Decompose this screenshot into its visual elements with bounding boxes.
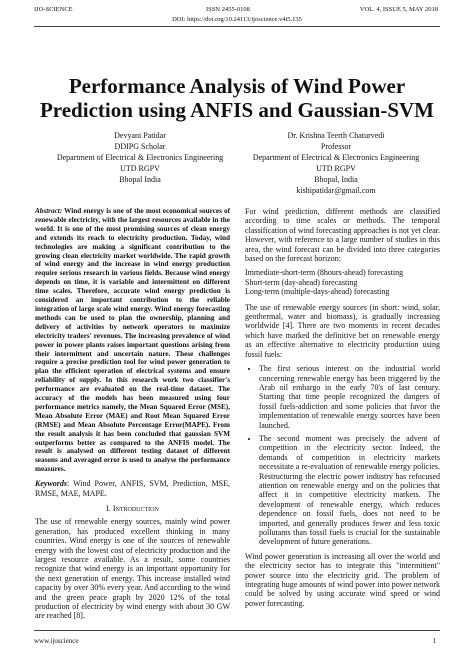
section-number: I. bbox=[106, 504, 111, 513]
abstract-label: Abstract: bbox=[35, 207, 63, 215]
author-department: Department of Electrical & Electronics Engineering bbox=[56, 153, 224, 162]
author-location: Bhopal India bbox=[119, 175, 161, 184]
author-block-1 bbox=[40, 130, 240, 185]
bullet-list bbox=[245, 364, 440, 547]
footer-rule bbox=[34, 630, 440, 631]
author-block-2 bbox=[236, 130, 436, 196]
author-institution: UTD RGPV bbox=[316, 164, 356, 173]
integration-paragraph: Wind power generation is increasing all over the world and the electricity sector has to integrate this "intermittent" power source into the electricity grid. The problem of integrating huge amounts of wind power into power network could be solved by using accurate wind speed or wind power forecasting. bbox=[245, 551, 440, 608]
renewable-paragraph: The use of renewable energy sources (in short: wind, solar, geothermal, water and biomass), is gradually increasing worldwide [4]. There are two moments in recent decades which have marked the definitive bet on renewable energy as an effective alternative to electricity production using fossil fuels: bbox=[245, 302, 440, 359]
header-rule bbox=[34, 26, 440, 27]
abstract-text: Wind energy is one of the most economical sources of renewable electricity, with the largest resources available in the world. It is one of the most promising sources of clean energy and extends its reach to electricity production. Today, wind technologies are making a significant contribution to the growing clean electricity market worldwide. The rapid growth of wind energy and the increase in wind energy production require serious research in various fields. Because wind energy depends on time, it is variable and intermittent on different time scales. Therefore, accurate wind energy prediction is considered an important contribution to the reliable integration of large scale wind energy. Wind energy forecasting methods can be used to plan the ownership, planning and delivery of activities by network operators to maximize electricity traders' revenues. The increasing prevalence of wind power in power plants raises important questions arising from their intermittent and uncertain nature. These challenges require a precise prediction tool for wind power generation to plan the efficient operation of electrical systems and ensure reliability of supply. In this research work two classifier's performance are evaluated on the real-time dataset. The accuracy of the models has been measured using four performance metrics namely, the Mean Squared Error (MSE), Mean Absolute Error (MAE) and Root Mean Squared Error (RMSE) and Mean Absolute Percentage Error(MAPE). From the result analysis it has been concluded that gaussian SVM outperforms better as compared to the ANFIS model. The result is analysed on different testing dataset of different seasons and averaged error is used to analyse the performance measures. bbox=[35, 207, 230, 474]
author-role: Professor bbox=[320, 142, 352, 151]
section-title: Introduction bbox=[112, 504, 159, 513]
keywords-text: : Wind Power, ANFIS, SVM, Prediction, MSE, RMSE, MAE, MAPE. bbox=[35, 479, 230, 498]
author-department: Department of Electrical & Electronics Engineering bbox=[252, 153, 420, 162]
author-location: Bhopal, India bbox=[314, 175, 358, 184]
keywords bbox=[35, 479, 230, 498]
intro-paragraph: The use of renewable energy sources, mainly wind power generation, has produced excellent thinking in many countries. Wind energy is one of the sources of renewable energy with the lowest cost of electricity production and the largest resource available. As a result, some countries recognize that wind energy is an important opportunity for the next generation of energy. This increase installed wind capacity by over 30% every year. And according to the wind and the green peace graph by 2020 12% of the total production of electricity by wind energy with about 30 GW are reached [8]. bbox=[35, 517, 230, 621]
footer-site[interactable]: www.ijoscience bbox=[34, 637, 79, 645]
abstract bbox=[35, 207, 230, 474]
right-column bbox=[245, 207, 440, 613]
author-institution: UTD RGPV bbox=[120, 164, 160, 173]
journal-name: IJO-SCIENCE bbox=[34, 6, 73, 13]
author-email[interactable]: kishipatidar@gmail.com bbox=[296, 186, 376, 195]
issn: ISSN 2455-0108 bbox=[206, 6, 250, 13]
page-number: 1 bbox=[432, 637, 436, 645]
volume-info: VOL. 4, ISSUE 5, MAY 2018 bbox=[359, 6, 438, 13]
author-name: Dr. Krishna Teerth Chaturvedi bbox=[287, 131, 385, 140]
horizon-item: Immediate-short-term (8hours-ahead) forecasting bbox=[245, 268, 404, 278]
author-name: Devyani Patidar bbox=[114, 131, 166, 140]
forecast-paragraph: For wind prediction, different methods are classified according to time scales or methods. The temporal classification of wind forecasting approaches is not yet clear. However, with reference to a large number of studies in this area, the wind forecast can be divided into three categories based on the forecast horizon: bbox=[245, 207, 440, 264]
keywords-label: Keywords bbox=[35, 479, 67, 489]
paper-title: Performance Analysis of Wind Power Prediction using ANFIS and Gaussian-SVM bbox=[39, 74, 435, 122]
doi-link[interactable]: DOI: https://doi.org/10.24113/ijoscience.v4i5.135 bbox=[172, 16, 302, 23]
left-column bbox=[35, 207, 230, 626]
author-role: DDIPG Scholar bbox=[114, 142, 166, 151]
bullet-item: • The first serious interest on the industrial world concerning renewable energy has been triggered by the Arab oil embargo in the early 70's of last century. Starting that time people recognized the dangers of fossil fuels-addiction and some policies that favor the implementation of renewable energy sources have been launched. bbox=[259, 364, 440, 430]
bullet-item: • The second moment was precisely the advent of competition in the electricity sector. Indeed, the demands of competition in electricity markets necessitate a re-evaluation of renewable energy policies. Restructuring the electric power industry has refocused attention on renewable energy and on the policies that affect it in competitive electricity markets. The development of renewable energy, which reduces dependence on fossil fuels, does not need to be imported, and generally produces fewer and less toxic pollutants than fossil fuels is crucial for the sustainable development of future generations. bbox=[259, 434, 440, 547]
horizon-item: Long-term (multiple-days-ahead) forecasting bbox=[245, 287, 390, 297]
horizon-item: Short-term (day-ahead) forecasting bbox=[245, 277, 358, 287]
section-heading bbox=[35, 504, 230, 513]
